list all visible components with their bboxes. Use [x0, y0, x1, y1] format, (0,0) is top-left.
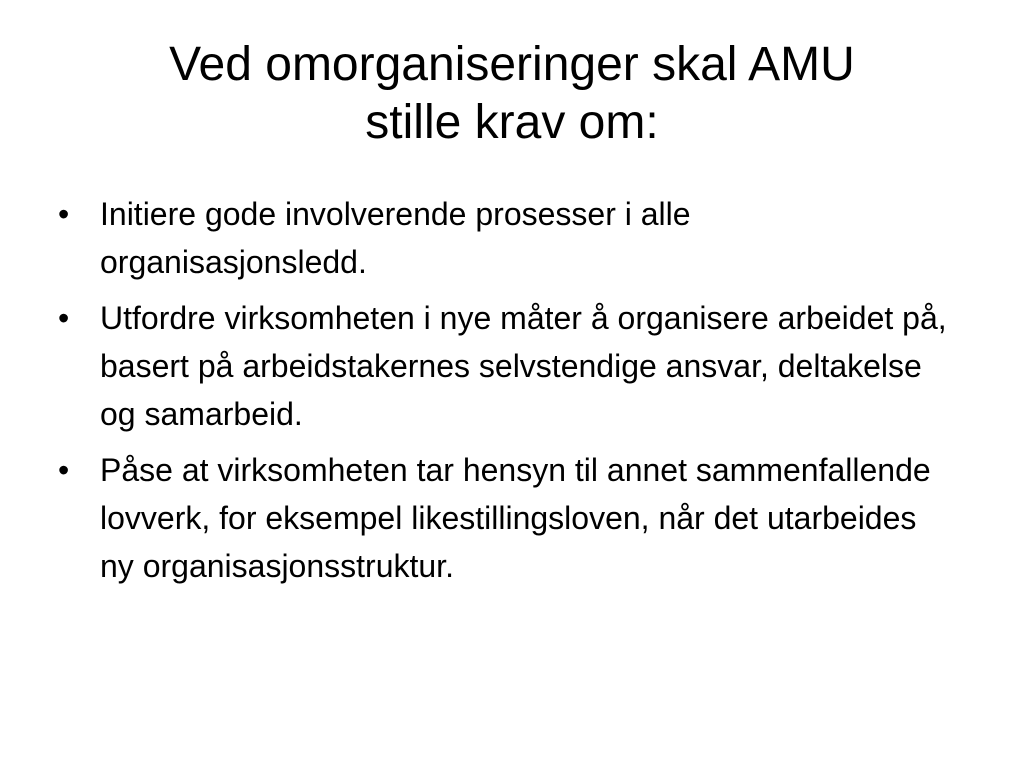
bullet-dot-icon: • — [58, 196, 70, 232]
bullet-item — [56, 190, 956, 286]
bullet-dot-icon: • — [58, 300, 70, 336]
bullet-item — [56, 294, 956, 438]
slide-title-line-2: stille krav om: — [365, 96, 659, 149]
bullet-text: Påse at virksomheten tar hensyn til annet sammenfallende lovverk, for eksempel likestillingsloven, når det utarbeides ny organisasjonsstruktur. — [100, 452, 931, 584]
bullet-list — [56, 190, 956, 598]
bullet-item — [56, 446, 956, 590]
bullet-text: Initiere gode involverende prosesser i alle organisasjonsledd. — [100, 196, 691, 280]
slide-title-line-1: Ved omorganiseringer skal AMU — [169, 38, 855, 91]
bullet-text: Utfordre virksomheten i nye måter å organisere arbeidet på, basert på arbeidstakernes selvstendige ansvar, deltakelse og samarbeid. — [100, 300, 947, 432]
bullet-dot-icon: • — [58, 452, 70, 488]
slide-title — [60, 36, 964, 152]
